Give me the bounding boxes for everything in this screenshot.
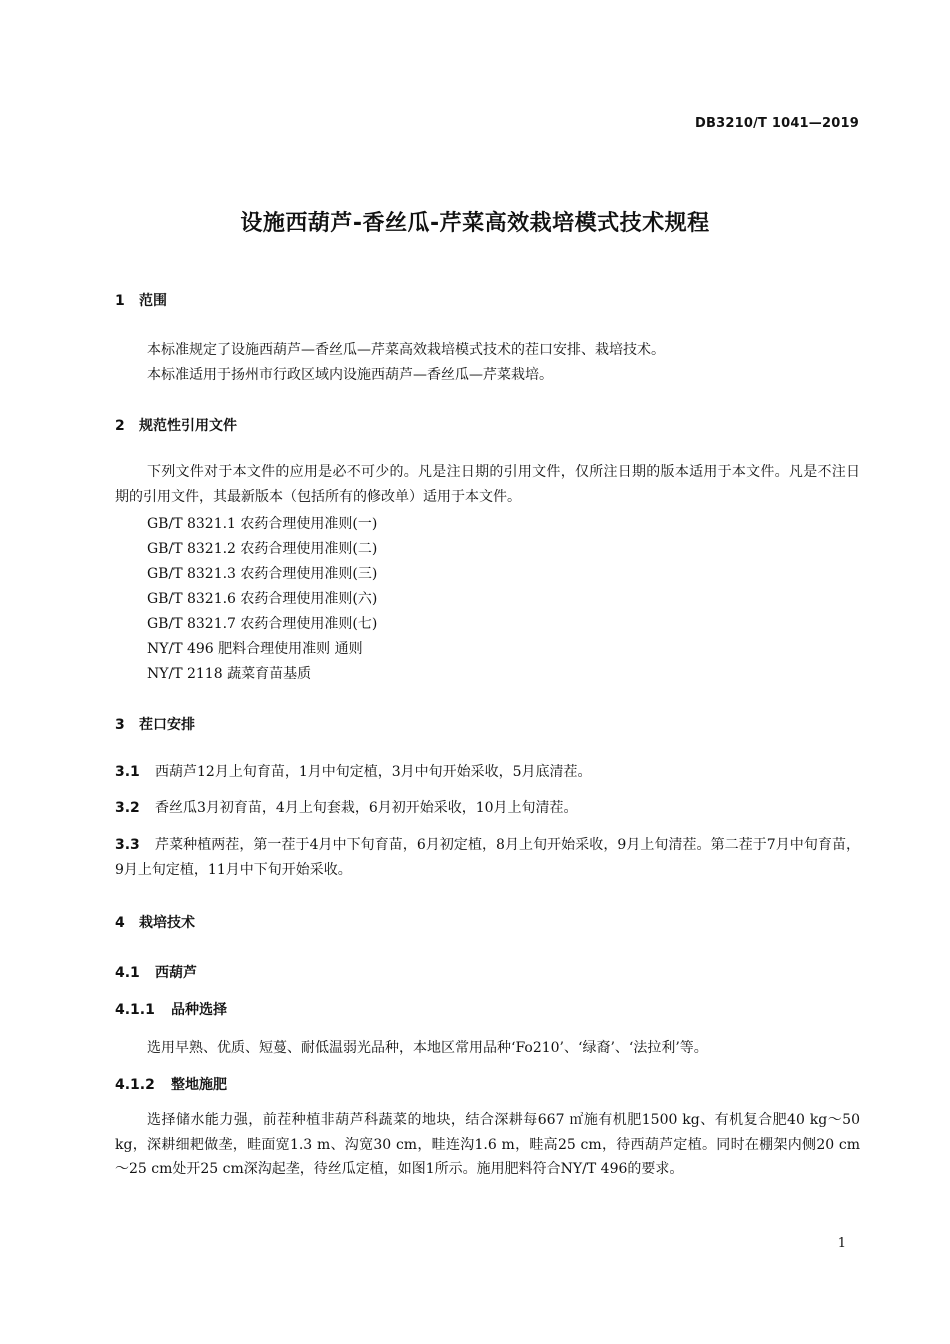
- section-number: 4: [115, 915, 125, 931]
- section-4-1-2-heading: [115, 1074, 227, 1094]
- clause-text: 芹菜种植两茬，第一茬于4月中下旬育苗，6月初定植，8月上旬开始采收，9月上旬清茬。第二茬于7月中旬育苗，9月上旬定植，11月中下旬开始采收。: [115, 837, 860, 878]
- reference-item: GB/T 8321.7 农药合理使用准则(七): [147, 616, 378, 632]
- section-title: 范围: [139, 293, 167, 309]
- clause-text: 西葫芦12月上旬育苗，1月中旬定植，3月中旬开始采收，5月底清茬。: [155, 764, 592, 780]
- section-title: 栽培技术: [139, 915, 195, 931]
- soil-fertilization-text: 选择储水能力强，前茬种植非葫芦科蔬菜的地块，结合深耕每667 ㎡施有机肥1500 kg、有机复合肥40 kg～50 kg，深耕细耙做垄，畦面宽1.3 m、沟宽30 cm，畦连沟1.6 m，畦高25 cm，待西葫芦定植。同时在棚架内侧20 cm～25 cm处开25 cm深沟起垄，待丝瓜定植，如图1所示。施用肥料符合NY/T 496的要求。: [115, 1112, 860, 1177]
- reference-item: NY/T 2118 蔬菜育苗基质: [147, 666, 312, 682]
- section-4-1-heading: [115, 962, 197, 982]
- document-code: DB3210/T 1041—2019: [695, 116, 859, 131]
- section-number: 1: [115, 293, 125, 309]
- section-title: 西葫芦: [155, 965, 197, 981]
- section-number: 2: [115, 418, 125, 434]
- reference-item: GB/T 8321.3 农药合理使用准则(三): [147, 566, 378, 582]
- scope-paragraph-1: 本标准规定了设施西葫芦—香丝瓜—芹菜高效栽培模式技术的茬口安排、栽培技术。: [147, 342, 665, 358]
- section-number: 4.1: [115, 965, 140, 981]
- section-3-heading: [115, 714, 195, 734]
- section-4-1-1-heading: [115, 999, 227, 1019]
- section-title: 整地施肥: [171, 1077, 227, 1093]
- section-number: 4.1.1: [115, 1002, 155, 1018]
- document-title: 设施西葫芦-香丝瓜-芹菜高效栽培模式技术规程: [240, 211, 710, 236]
- section-title: 茬口安排: [139, 717, 195, 733]
- clause-3-2: [115, 796, 860, 821]
- section-4-heading: [115, 912, 195, 932]
- section-title: 品种选择: [171, 1002, 227, 1018]
- clause-number: 3.3: [115, 837, 140, 853]
- references-intro: 下列文件对于本文件的应用是必不可少的。凡是注日期的引用文件，仅所注日期的版本适用于本文件。凡是不注日期的引用文件，其最新版本（包括所有的修改单）适用于本文件。: [115, 464, 860, 505]
- reference-item: GB/T 8321.6 农药合理使用准则(六): [147, 591, 378, 607]
- section-title: 规范性引用文件: [139, 418, 237, 434]
- section-number: 3: [115, 717, 125, 733]
- clause-text: 香丝瓜3月初育苗，4月上旬套栽，6月初开始采收，10月上旬清茬。: [155, 800, 578, 816]
- section-2-heading: [115, 415, 237, 435]
- reference-item: GB/T 8321.2 农药合理使用准则(二): [147, 541, 378, 557]
- section-1-heading: [115, 290, 167, 310]
- reference-item: GB/T 8321.1 农药合理使用准则(一): [147, 516, 378, 532]
- clause-3-1: [115, 760, 860, 785]
- page-number: 1: [837, 1236, 846, 1251]
- scope-paragraph-2: 本标准适用于扬州市行政区域内设施西葫芦—香丝瓜—芹菜栽培。: [147, 367, 553, 383]
- section-number: 4.1.2: [115, 1077, 155, 1093]
- clause-number: 3.2: [115, 800, 140, 816]
- clause-3-3: [115, 833, 860, 882]
- clause-number: 3.1: [115, 764, 140, 780]
- variety-selection-text: 选用早熟、优质、短蔓、耐低温弱光品种，本地区常用品种‘Fo210’、‘绿裔’、‘法拉利’等。: [147, 1040, 708, 1056]
- reference-item: NY/T 496 肥料合理使用准则 通则: [147, 641, 363, 657]
